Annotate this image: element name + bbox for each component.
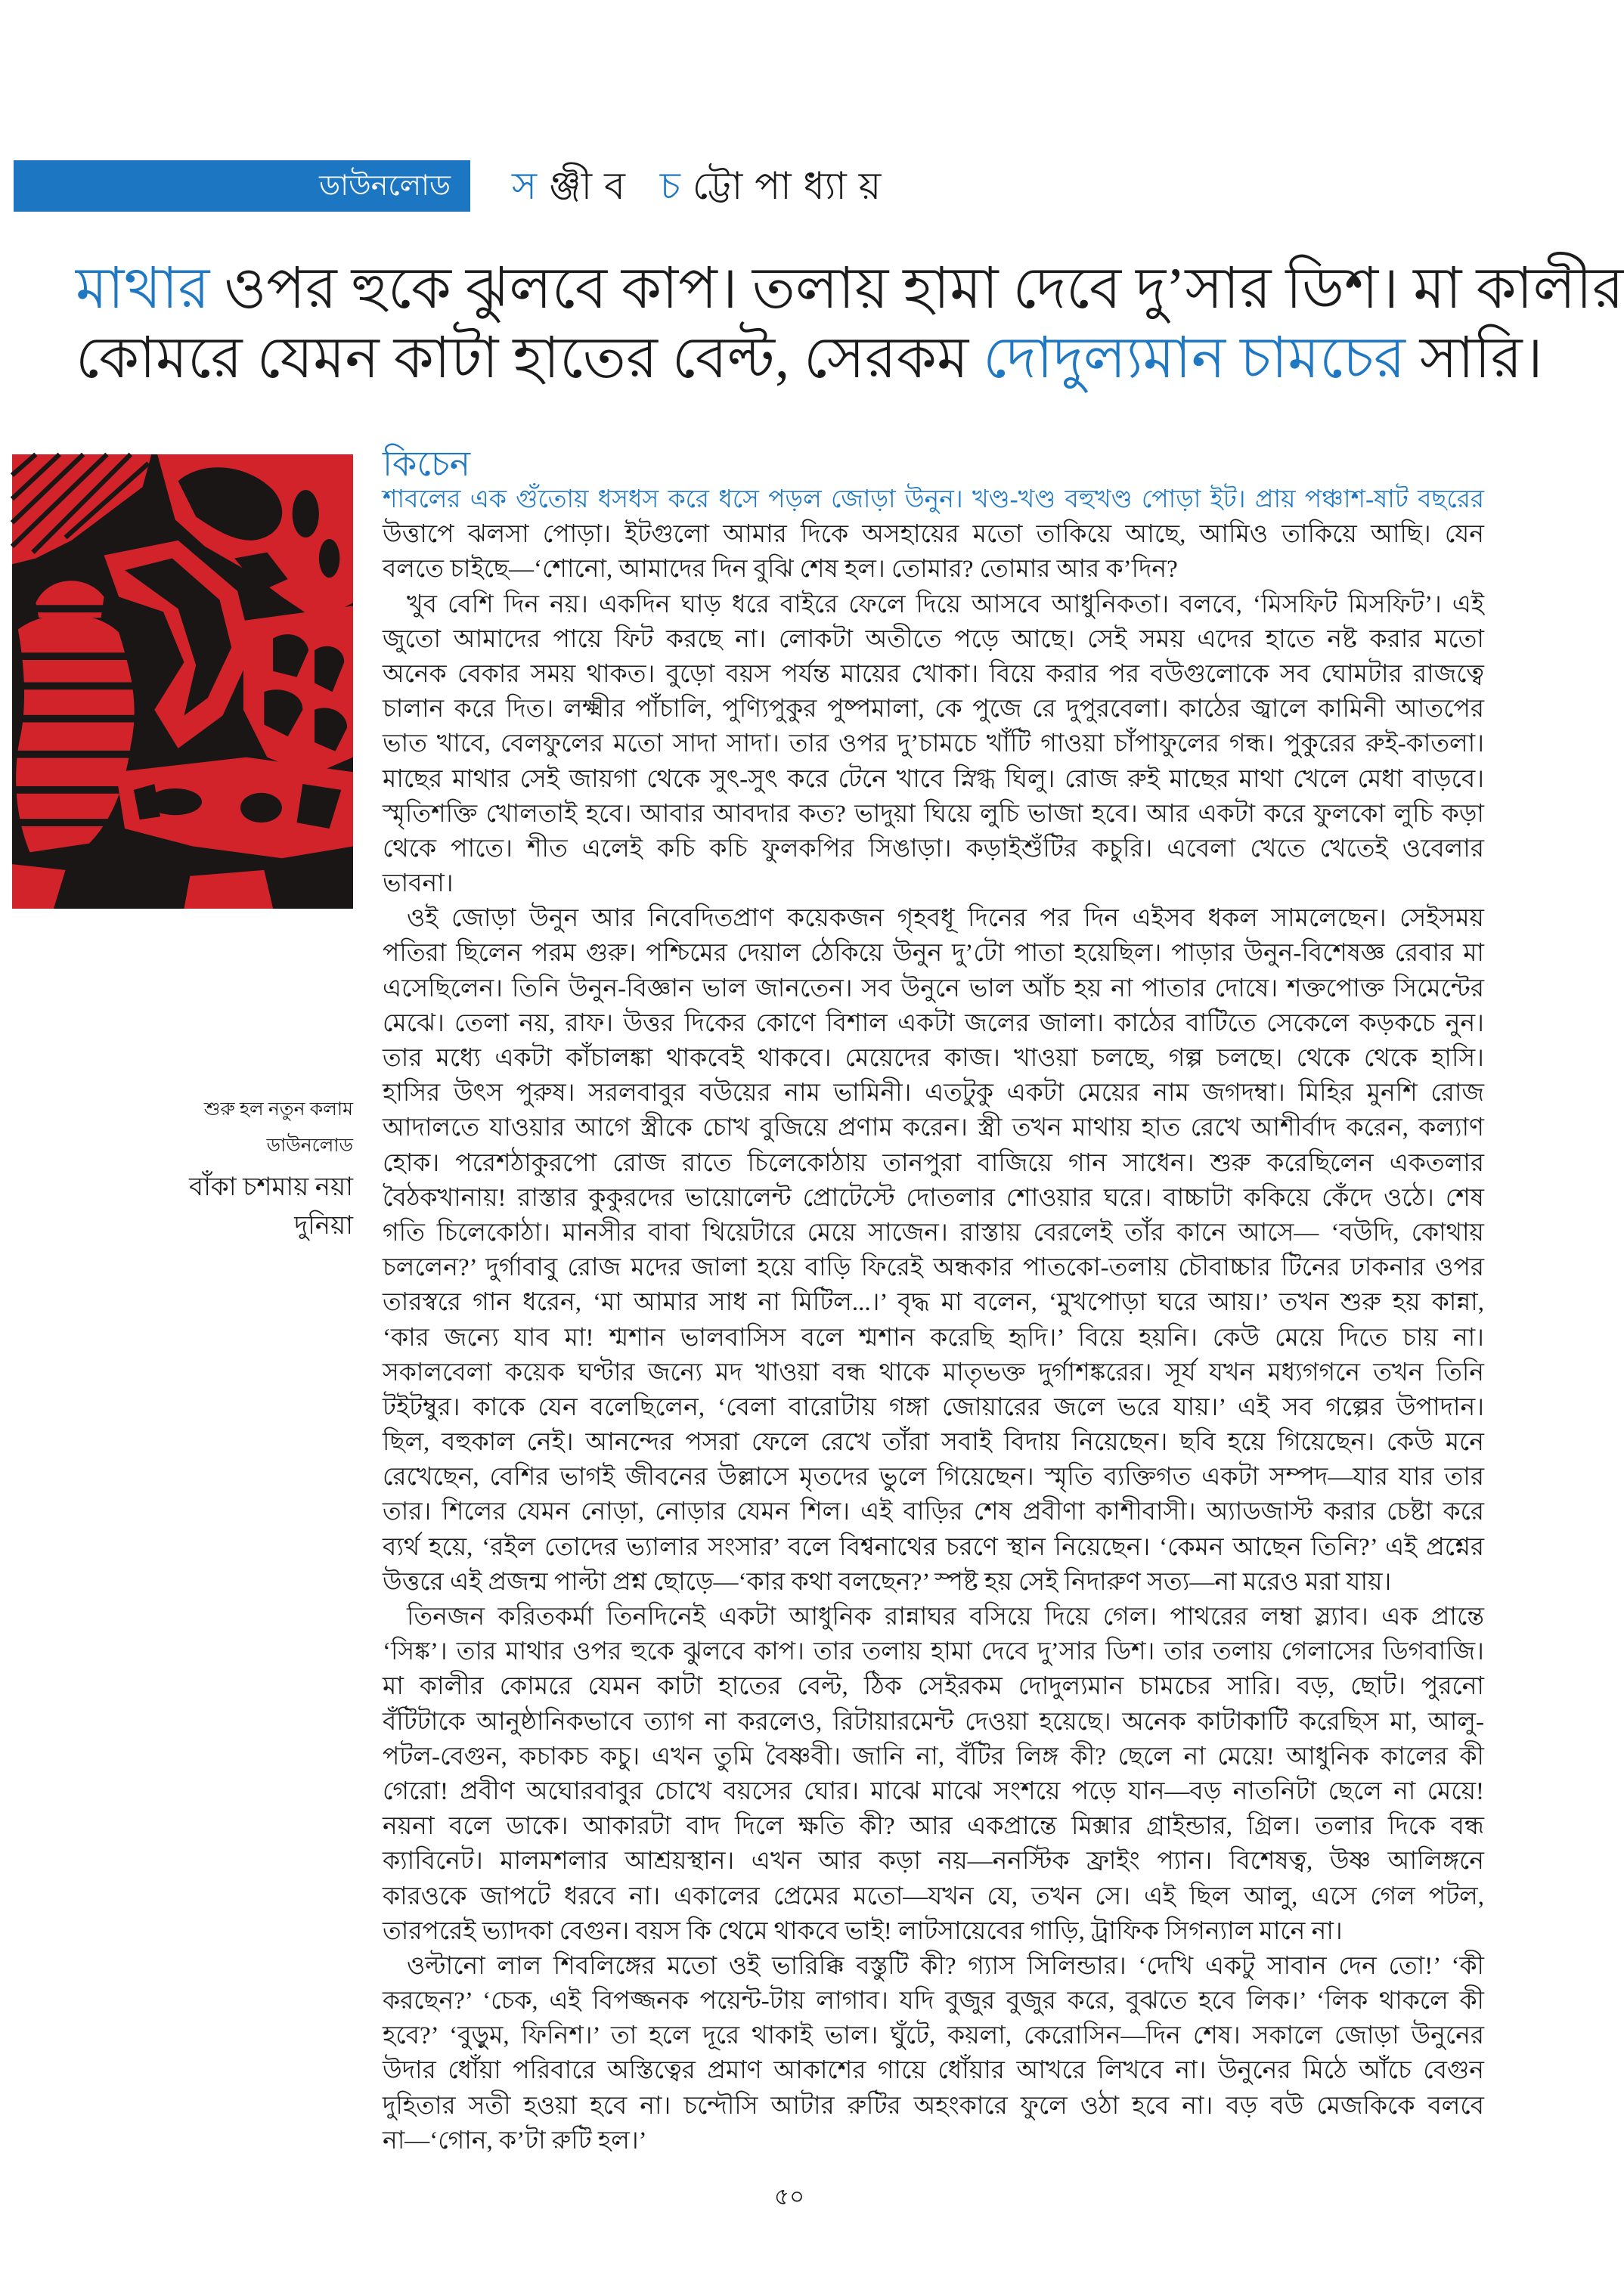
article-line: ‘সিঙ্ক’। তার মাথার ওপর হুকে ঝুলবে কাপ। তার তলায় হামা দেবে দু’সার ডিশ। তার তলায় গেলাসের ডিগবাজি। [383, 1638, 1484, 1666]
article-line: খুব বেশি দিন নয়। একদিন ঘাড় ধরে বাইরে ফেলে দিয়ে আসবে আধুনিকতা। বলবে, ‘মিসফিট মিসফিট’। এই [407, 590, 1484, 618]
article-line: চালান করে দিত। লক্ষ্মীর পাঁচালি, পুণ্যিপুকুর পুষ্পমালা, কে পুজে রে দুপুরবেলা। কাঠের জ্বালে কামিনী আতপের [383, 696, 1484, 723]
article-line: পতিরা ছিলেন পরম গুরু। পশ্চিমের দেয়াল ঠেকিয়ে উনুন দু’টো পাতা হয়েছিল। পাড়ার উনুন-বিশেষজ্ঞ রেবার মা [383, 940, 1484, 968]
article-line: কারওকে জাপটে ধরবে না। একালের প্রেমের মতো—যখন যে, তখন সে। এই ছিল আলু, এসে গেল পটল, [383, 1882, 1484, 1910]
column-kicker-line: শুরু হল নতুন কলাম [203, 1099, 353, 1120]
headline-text: কোমরে যেমন কাটা হাতের বেল্ট, সেরকম [76, 327, 969, 390]
article-line: উত্তাপে ঝলসা পোড়া। ইটগুলো আমার দিকে অসহায়ের মতো তাকিয়ে আছে, আমিও তাকিয়ে আছি। যেন [383, 521, 1484, 549]
author-name [512, 160, 1041, 212]
article-line: করছেন?’ ‘চেক, এই বিপজ্জনক পয়েন্ট-টায় লাগাব। যদি বুজুর বুজুর করে, বুঝতে হবে লিক।’ ‘লিক থাকলে কী [383, 1987, 1484, 2015]
article-line: উদার ধোঁয়া পরিবারে অস্তিত্বের প্রমাণ আকাশের গায়ে ধোঁয়ার আখরে লিখবে না। উনুনের মিঠে আঁচে বেগুন [383, 2057, 1484, 2085]
headline-text: ওপর হুকে ঝুলবে কাপ। তলায় হামা দেবে দু’সার ডিশ। মা কালীর [224, 257, 1624, 321]
article-line: তার মধ্যে একটা কাঁচালঙ্কা থাকবেই থাকবে। মেয়েদের কাজ। খাওয়া চলছে, গল্প চলছে। থেকে থেকে হাসি। [383, 1045, 1484, 1072]
article-line: আদালতে যাওয়ার আগে স্ত্রীকে চোখ বুজিয়ে প্রণাম করেন। স্ত্রী তখন মাথায় হাত রেখে আশীর্বাদ করেন, কল্যাণ [383, 1114, 1484, 1142]
headline-highlight: দোদুল্যমান চামচের [983, 327, 1406, 390]
article-line: থেকে পাতে। শীত এলেই কচি কচি ফুলকপির সিঙাড়া। কড়াইশুঁটির কচুরি। এবেলা খেতে খেতেই ওবেলার [383, 835, 1484, 863]
article-line: তারস্বরে গান ধরেন, ‘মা আমার সাধ না মিটিল...।’ বৃদ্ধ মা বলেন, ‘মুখপোড়া ঘরে আয়।’ তখন শুরু হয় কান্না, [383, 1289, 1484, 1317]
article-line: দুহিতার সতী হওয়া হবে না। চন্দৌসি আটার রুটির অহংকারে ফুলে ওঠা হবে না। বড় বউ মেজকিকে বলবে [383, 2092, 1484, 2120]
article-line: বলতে চাইছে—‘শোনো, আমাদের দিন বুঝি শেষ হল। তোমার? তোমার আর ক’দিন? [383, 556, 1178, 584]
article-line: হোক। পরেশঠাকুরপো রোজ রাতে চিলেকোঠায় তানপুরা বাজিয়ে গান সাধেন। শুরু করেছিলেন একতলার [383, 1149, 1484, 1177]
author-first-part: ঞ্জী [549, 165, 593, 207]
headline-line-2 [76, 324, 1543, 393]
author-last-initial: চ [659, 165, 680, 207]
column-title-line: বাঁকা চশমায় নয়া [189, 1173, 353, 1201]
headline-text: সারি। [1419, 327, 1543, 390]
article-line: নয়না বলে ডাকে। আকারটা বাদ দিলে ক্ষতি কী? আর একপ্রান্তে মিক্সার গ্রাইন্ডার, গ্রিল। তলার দিকে বন্ধ [383, 1813, 1484, 1841]
woodcut-illustration [12, 454, 353, 909]
article-line: ব্যর্থ হয়ে, ‘রইল তোদের ভ্যালার সংসার’ বলে বিশ্বনাথের চরণে স্থান নিয়েছেন। ‘কেমন আছেন তিনি?’ এই প্রশ্নের [383, 1533, 1484, 1561]
article-paragraph [383, 1949, 1484, 2158]
article-line: ওই জোড়া উনুন আর নিবেদিতপ্রাণ কয়েকজন গৃহবধূ দিনের পর দিন এইসব ধকল সামলেছেন। সেইসময় [407, 905, 1484, 933]
article-body [383, 445, 1484, 2158]
author-last-part: ধ্যা [803, 165, 847, 207]
author-last-part: পা [755, 165, 792, 207]
section-label: ডাউনলোড [319, 170, 451, 202]
article-line: চললেন?’ দুর্গাবাবু রোজ মদের জালা হয়ে বাড়ি ফিরেই অন্ধকার পাতকো-তলায় চৌবাচ্চার টিনের ঢাকনার ওপর [383, 1254, 1484, 1282]
headline [76, 254, 1624, 393]
article-line: সকালবেলা কয়েক ঘণ্টার জন্যে মদ খাওয়া বন্ধ থাকে মাতৃভক্ত দুর্গাশঙ্করের। সূর্য যখন মধ্যগগনে তখন তিনি [383, 1359, 1484, 1386]
article-line: তিনজন করিতকর্মা তিনদিনেই একটা আধুনিক রান্নাঘর বসিয়ে দিয়ে গেল। পাথরের লম্বা স্ল্যাব। এক প্রান্তে [407, 1603, 1484, 1631]
author-first-initial: স [512, 165, 538, 207]
article-line: জুতো আমাদের পায়ে ফিট করছে না। লোকটা অতীতে পড়ে আছে। সেই সময় এদের হাতে নষ্ট করার মতো [383, 625, 1484, 653]
column-kicker-label: ডাউনলোড [266, 1135, 353, 1156]
article-paragraph [383, 482, 1484, 587]
article-line: বঁটিটাকে আনুষ্ঠানিকভাবে ত্যাগ না করলেও, রিটায়ারমেন্ট দেওয়া হয়েছে। অনেক কাটাকাটি করেছিস মা, আলু- [383, 1708, 1484, 1736]
article-line: রেখেছেন, বেশির ভাগই জীবনের উল্লাসে মৃতদের ভুলে গিয়েছেন। স্মৃতি ব্যক্তিগত একটা সম্পদ—যার যার তার [383, 1464, 1484, 1492]
article-line: না—‘গোন, ক’টা রুটি হল।’ [383, 2127, 647, 2155]
author-first-part: ব [604, 165, 625, 207]
article-line: ক্যাবিনেট। মালমশলার আশ্রয়স্থান। এখন আর কড়া নয়—ননস্টিক ফ্রাইং প্যান। বিশেষত্ব, উষ্ণ আলিঙ্গনে [383, 1848, 1484, 1876]
article-line: ওল্টানো লাল শিবলিঙ্গের মতো ওই ভারিক্কি বস্তুটি কী? গ্যাস সিলিন্ডার। ‘দেখি একটু সাবান দেন তো!’ ‘কী [407, 1952, 1484, 1980]
article-section-title: কিচেন [383, 445, 471, 483]
article-line: গেরো! প্রবীণ অঘোরবাবুর চোখে বয়সের ঘোর। মাঝে মাঝে সংশয়ে পড়ে যান—বড় নাতনিটা ছেলে না মেয়ে! [383, 1777, 1484, 1805]
article-paragraph [383, 1600, 1484, 1949]
article-line: উত্তরে এই প্রজন্ম পাল্টা প্রশ্ন ছোড়ে—‘কার কথা বলছেন?’ স্পষ্ট হয় সেই নিদারুণ সত্য—না মরেও মরা যায়। [383, 1568, 1392, 1596]
article-line: অনেক বেকার সময় থাকত। বুড়ো বয়স পর্যন্ত মায়ের খোকা। বিয়ে করার পর বউগুলোকে সব ঘোমটার রাজত্বে [383, 660, 1484, 688]
article-line: হাসির উৎস পুরুষ। সরলবাবুর বউয়ের নাম ভামিনী। এতটুকু একটা মেয়ের নাম জগদম্বা। মিহির মুনশি রোজ [383, 1080, 1484, 1108]
article-line: ভাত খাবে, বেলফুলের মতো সাদা সাদা। তার ওপর দু’চামচে খাঁটি গাওয়া চাঁপাফুলের গন্ধ। পুকুরের রুই-কাতলা। [383, 730, 1484, 758]
article-line: স্মৃতিশক্তি খোলতাই হবে। আবার আবদার কত? ভাদুয়া ঘিয়ে লুচি ভাজা হবে। আর একটা করে ফুলকো লুচি কড়া [383, 800, 1484, 828]
article-line: ভাবনা। [383, 870, 454, 898]
article-line: হবে?’ ‘বুড়ুম, ফিনিশ।’ তা হলে দূরে থাকাই ভাল। ঘুঁটে, কয়লা, কেরোসিন—দিন শেষ। সকালে জোড়া উনুনের [383, 2022, 1484, 2050]
column-title-line: দুনিয়া [294, 1212, 353, 1240]
article-paragraph [383, 901, 1484, 1600]
article-line: ‘কার জন্যে যাব মা! শ্মশান ভালবাসিস বলে শ্মশান করেছি হৃদি।’ বিয়ে হয়নি। কেউ মেয়ে দিতে চায় না। [383, 1324, 1484, 1352]
article-line: মা কালীর কোমরে যেমন কাটা হাতের বেল্ট, ঠিক সেইরকম দোদুল্যমান চামচের সারি। বড়, ছোট। পুরনো [383, 1673, 1484, 1701]
article-line: এসেছিলেন। তিনি উনুন-বিজ্ঞান ভাল জানতেন। সব উনুনে ভাল আঁচ হয় না পাতার দোষে। শক্তপোক্ত সিমেন্টের [383, 974, 1484, 1002]
author-last-part: ট্টো [692, 165, 743, 207]
article-paragraph [383, 587, 1484, 902]
article-line: মেঝে। তেলা নয়, রাফ। উত্তর দিকের কোণে বিশাল একটা জলের জালা। কাঠের বাটিতে সেকেলে কড়কচে নুন। [383, 1009, 1484, 1037]
headline-highlight: মাথার [76, 257, 210, 321]
kitchen-illustration [12, 454, 353, 909]
page-number: ৫০ [773, 2183, 805, 2210]
author-last-part: য় [858, 165, 882, 207]
article-line: ছিল, বহুকাল নেই। আনন্দের পসরা ফেলে রেখে তাঁরা সবাই বিদায় নিয়েছেন। ছবি হয়ে গিয়েছেন। কেউ মনে [383, 1429, 1484, 1457]
headline-line-1 [76, 254, 1624, 324]
article-lead-line: শাবলের এক গুঁতোয় ধসধস করে ধসে পড়ল জোড়া উনুন। খণ্ড-খণ্ড বহুখণ্ড পোড়া ইট। প্রায় পঞ্চাশ-ষাট বছরের [383, 486, 1484, 513]
article-line: তারপরেই ভ্যাদকা বেগুন। বয়স কি থেমে থাকবে ভাই! লাটসায়েবের গাড়ি, ট্রাফিক সিগন্যাল মানে না। [383, 1917, 1343, 1945]
article-line: পটল-বেগুন, কচাকচ কচু। এখন তুমি বৈষ্ণবী। জানি না, বঁটির লিঙ্গ কী? ছেলে না মেয়ে! আধুনিক কালের কী [383, 1743, 1484, 1771]
article-line: মাছের মাথার সেই জায়গা থেকে সুৎ-সুৎ করে টেনে খাবে স্নিগ্ধ ঘিলু। রোজ রুই মাছের মাথা খেলে মেধা বাড়বে। [383, 765, 1484, 793]
article-line: গতি চিলেকোঠা। মানসীর বাবা থিয়েটারে মেয়ে সাজেন। রাস্তায় বেরলেই তাঁর কানে আসে— ‘বউদি, কোথায় [383, 1219, 1484, 1247]
article-line: বৈঠকখানায়! রাস্তার কুকুরদের ভায়োলেন্ট প্রোটেস্টে দোতলার শোওয়ার ঘরে। বাচ্চাটা ককিয়ে কেঁদে ওঠে। শেষ [383, 1184, 1484, 1212]
article-line: টইটম্বুর। কাকে যেন বলেছিলেন, ‘বেলা বারোটায় গঙ্গা জোয়ারের জলে ভরে যায়।’ এই সব গল্পের উপাদান। [383, 1393, 1484, 1421]
section-banner [14, 160, 470, 212]
article-line: তার। শিলের যেমন নোড়া, নোড়ার যেমন শিল। এই বাড়ির শেষ প্রবীণা কাশীবাসী। অ্যাডজাস্ট করার চেষ্টা করে [383, 1498, 1484, 1526]
